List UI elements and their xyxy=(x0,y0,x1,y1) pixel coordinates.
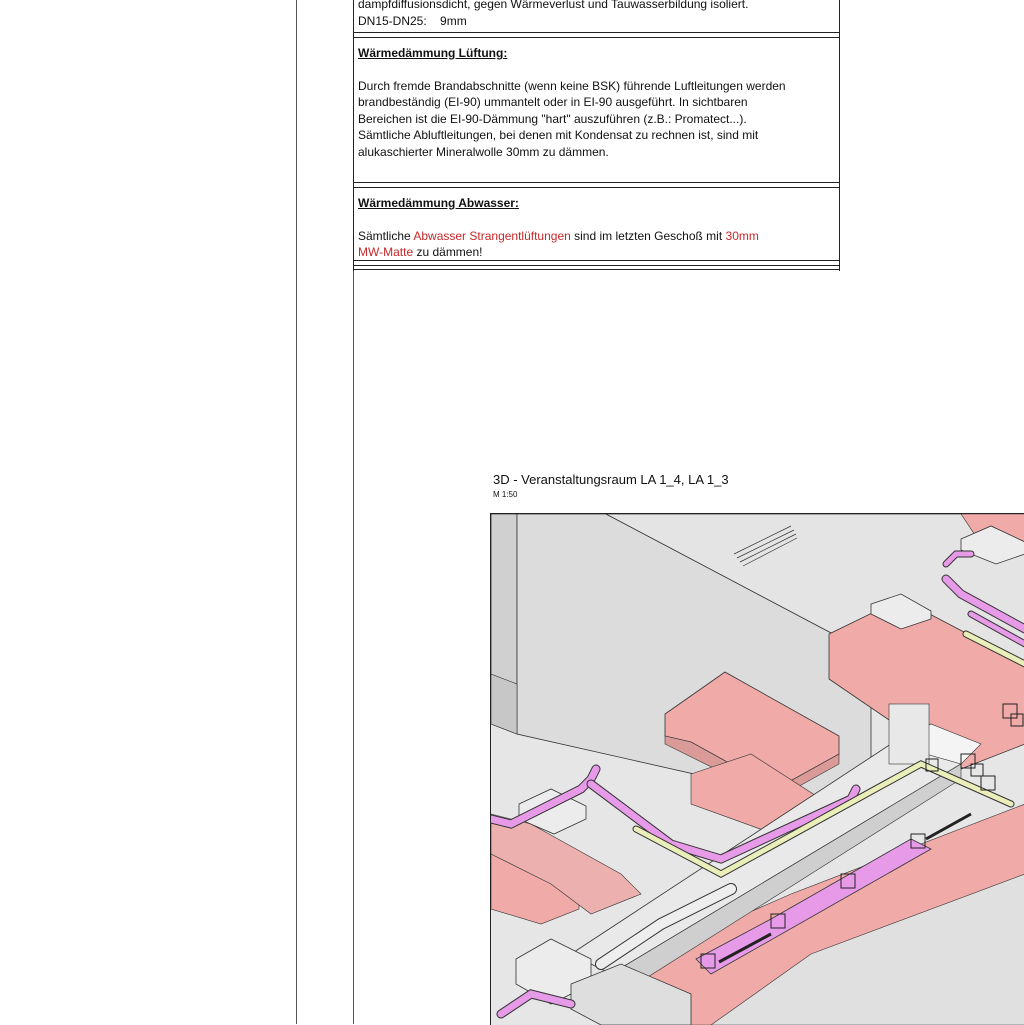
wastewater-text-part: sind im letzten Geschoß mit xyxy=(570,228,726,243)
dn-size-row xyxy=(358,13,835,30)
ventilation-heading: Wärmedämmung Lüftung: xyxy=(358,46,508,60)
view-scale: M 1:50 xyxy=(493,490,518,499)
wastewater-highlight: MW-Matte xyxy=(358,245,414,259)
wastewater-heading: Wärmedämmung Abwasser: xyxy=(358,196,519,210)
heating-insulation-text: dampfdiffusionsdicht, gegen Wärmeverlust und Tauwasserbildung isoliert. xyxy=(358,0,749,11)
wastewater-highlight: 30mm xyxy=(725,228,759,243)
dn-size-value: 9mm xyxy=(440,13,467,28)
heating-insulation-section xyxy=(354,0,839,29)
table-bottom-border xyxy=(354,269,839,270)
section-divider xyxy=(354,32,839,38)
ventilation-insulation-section xyxy=(354,45,839,160)
sheet-border-inner xyxy=(353,271,354,1024)
wastewater-text-part: Sämtliche xyxy=(358,228,414,243)
ventilation-line: Bereichen ist die EI-90-Dämmung "hart" auszuführen (z.B.: Promatect...). xyxy=(358,111,747,126)
sheet-border-left xyxy=(296,0,297,1024)
dn-size-label: DN15-DN25: xyxy=(358,13,427,28)
3d-view-drawing xyxy=(490,513,1024,1025)
insulation-notes-table xyxy=(353,0,840,271)
wastewater-text-part: zu dämmen! xyxy=(413,245,483,259)
wastewater-insulation-section xyxy=(354,195,839,261)
isometric-model xyxy=(491,514,1024,1025)
section-divider xyxy=(354,260,839,266)
section-divider xyxy=(354,182,839,188)
ventilation-line: Sämtliche Abluftleitungen, bei denen mit Kondensat zu rechnen ist, sind mit xyxy=(358,128,759,142)
ventilation-line: brandbeständig (EI-90) ummantelt oder in EI-90 ausgeführt. In sichtbaren xyxy=(358,95,748,109)
ventilation-line: Durch fremde Brandabschnitte (wenn keine BSK) führende Luftleitungen werden xyxy=(358,78,786,93)
wastewater-text xyxy=(358,228,835,261)
ventilation-line: alukaschierter Mineralwolle 30mm zu dämmen. xyxy=(358,144,609,159)
view-title: 3D - Veranstaltungsraum LA 1_4, LA 1_3 xyxy=(493,472,729,487)
wastewater-highlight: Abwasser Strangentlüftungen xyxy=(413,228,571,243)
